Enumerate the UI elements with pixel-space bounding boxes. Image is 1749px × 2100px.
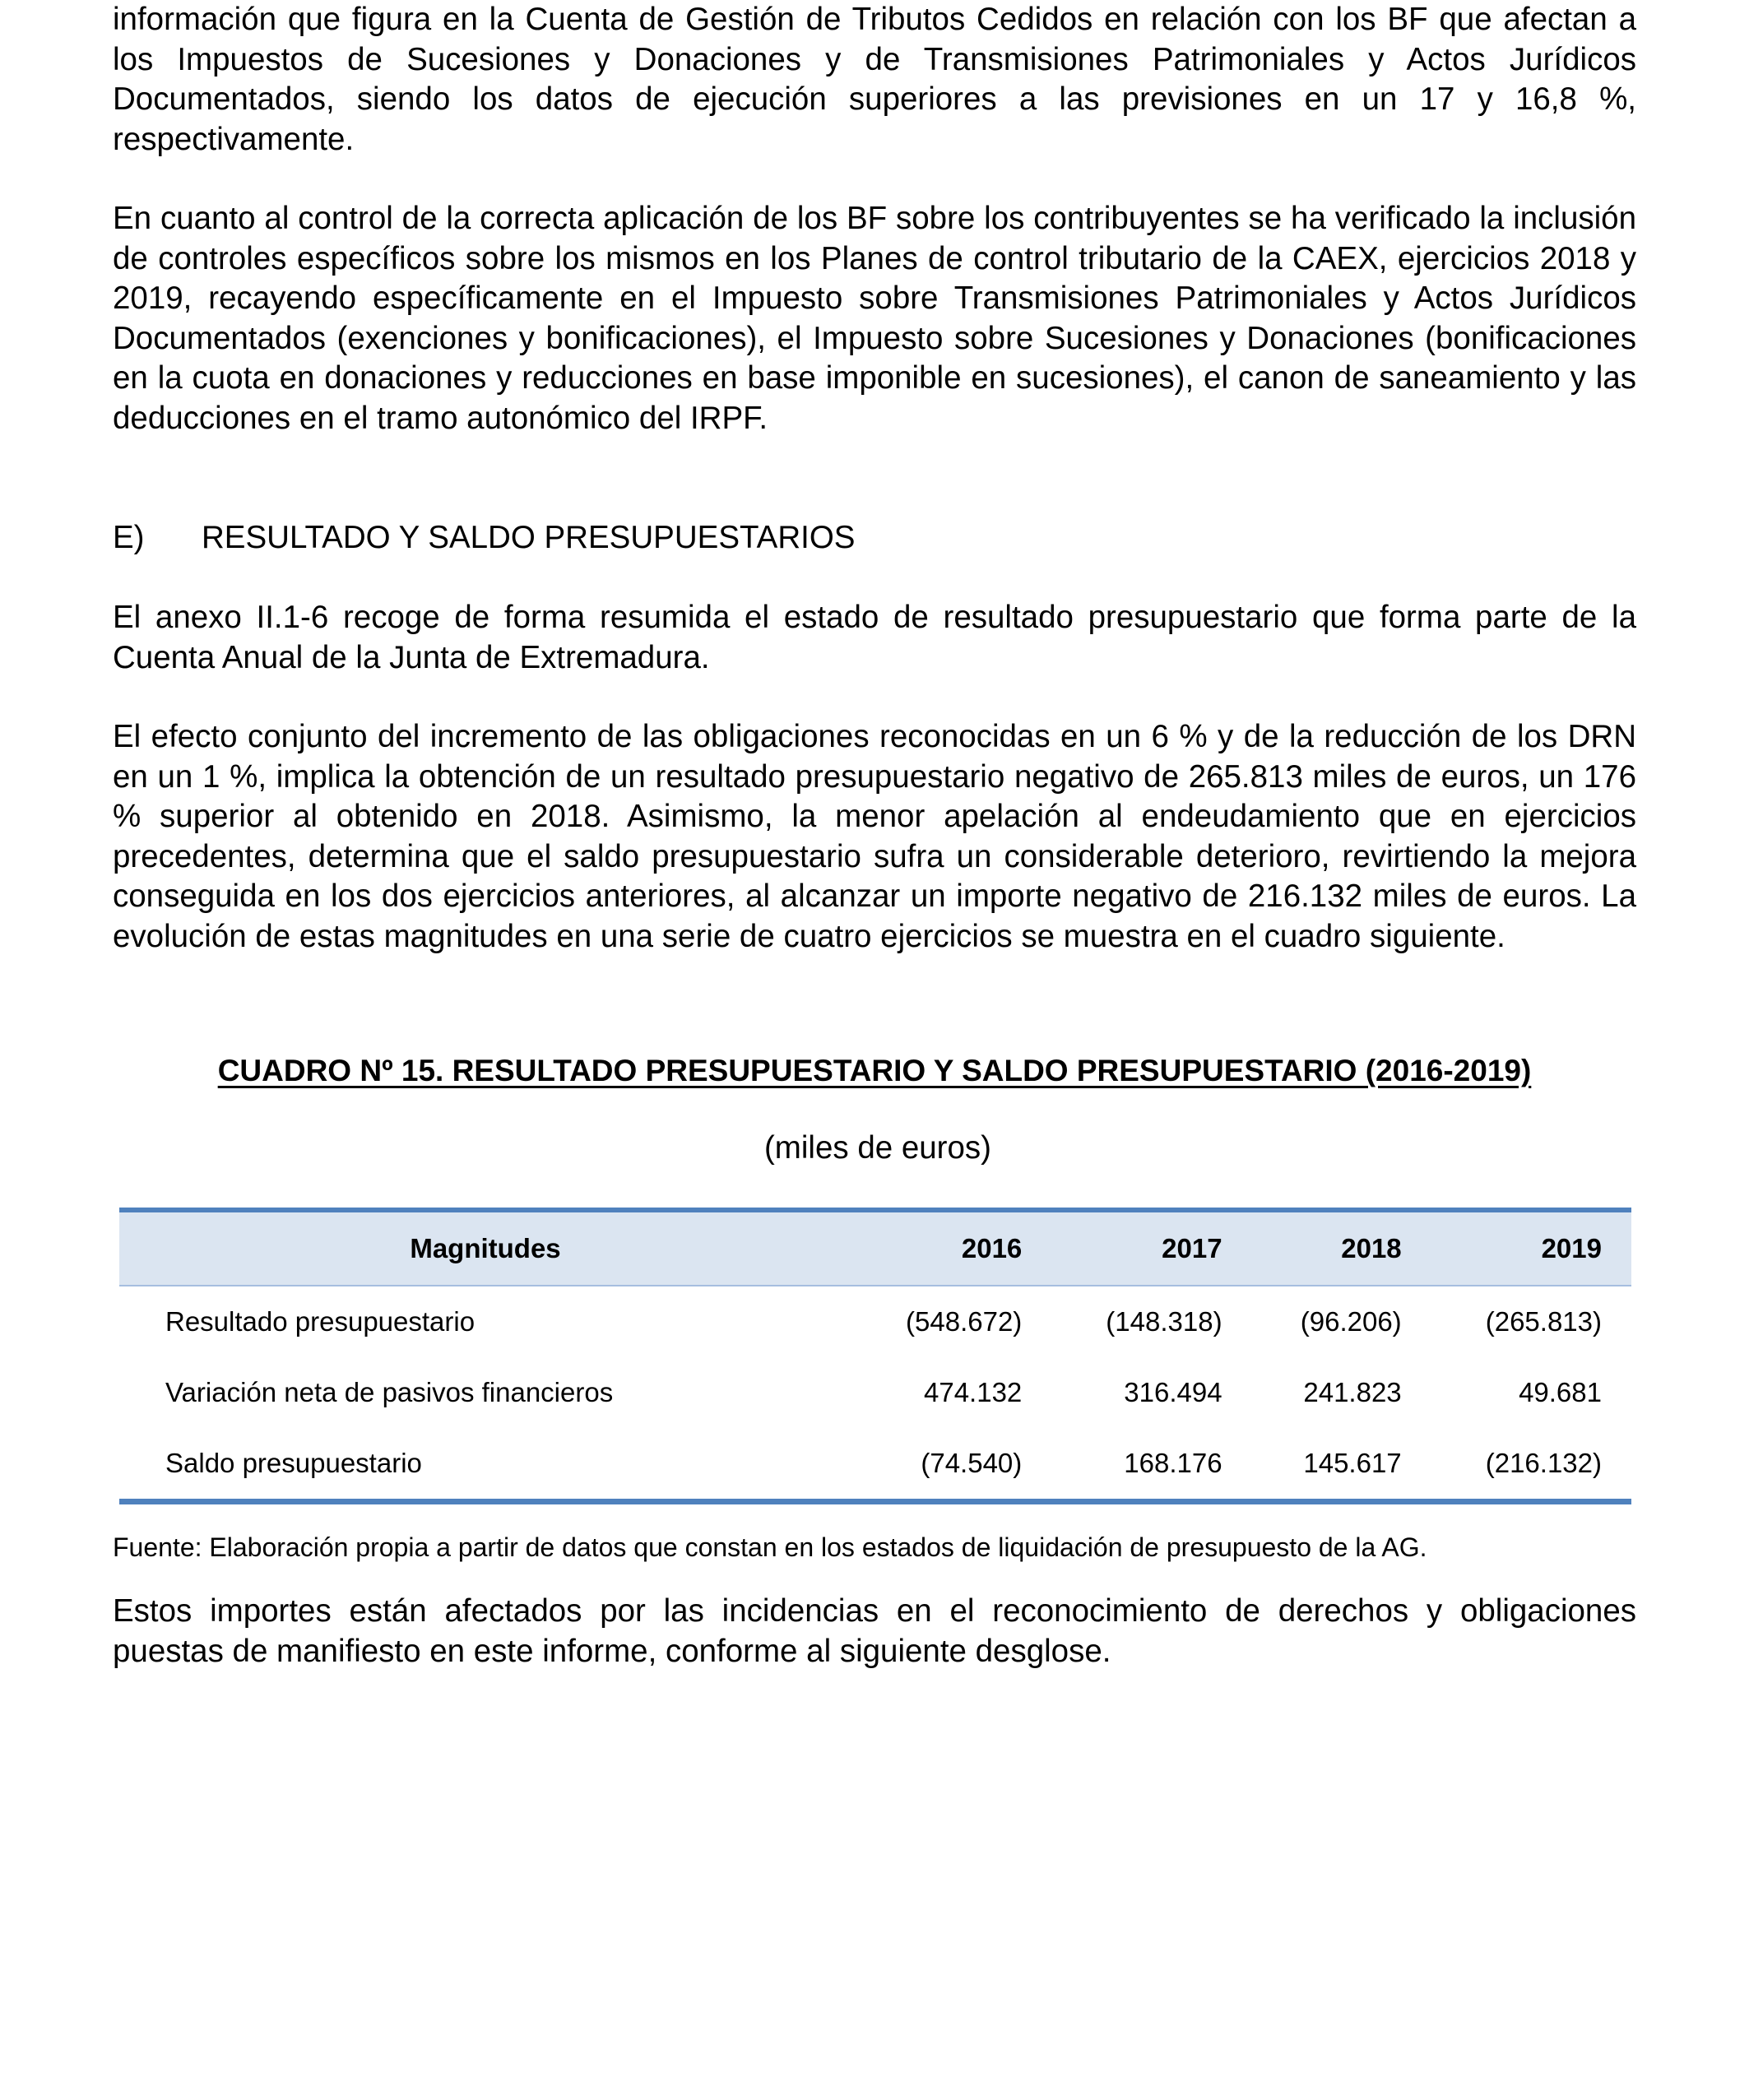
header-2016: 2016 <box>851 1210 1051 1286</box>
cell-value: 49.681 <box>1519 1377 1602 1407</box>
paragraph-text: El anexo II.1-6 recoge de forma resumida el estado de resultado presupuestario que forma parte de la Cuenta Anual de la Junta de Extremadura. <box>113 600 1636 675</box>
row-label: Variación neta de pasivos financieros <box>165 1377 614 1407</box>
cell-value: 316.494 <box>1124 1377 1222 1407</box>
cell-value: 168.176 <box>1051 1428 1251 1502</box>
section-title: RESULTADO Y SALDO PRESUPUESTARIOS <box>202 520 856 555</box>
paragraph-annex <box>113 598 1636 678</box>
cuadro-title <box>113 1054 1636 1088</box>
cell-value: 474.132 <box>923 1377 1023 1407</box>
header-magnitudes: Magnitudes <box>119 1210 851 1286</box>
table-row <box>119 1357 1631 1428</box>
table-header-row <box>119 1210 1631 1286</box>
cell-value: (216.132) <box>1431 1428 1631 1502</box>
table-caption: CUADRO Nº 15. RESULTADO PRESUPUESTARIO Y SALDO PRESUPUESTARIO (2016-2019) <box>217 1054 1532 1087</box>
header-2017: 2017 <box>1051 1210 1251 1286</box>
row-label: Resultado presupuestario <box>165 1306 476 1337</box>
source-note: Fuente: Elaboración propia a partir de datos que constan en los estados de liquidación de presupuesto de la AG. <box>113 1532 1427 1562</box>
paragraph-text: El efecto conjunto del incremento de las obligaciones reconocidas en un 6 % y de la reducción de los DRN en un 1 %, implica la obtención de un resultado presupuestario negativo de 265.813 miles de euros, un 176 % superior al obtenido en 2018. Asimismo, la menor apelación al endeudamiento que en ejercicios precedentes, determina que el saldo presupuestario sufra un considerable deterioro, revirtiendo la mejora conseguida en los dos ejercicios anteriores, al alcanzar un importe negativo de 216.132 miles de euros. La evolución de estas magnitudes en una serie de cuatro ejercicios se muestra en el cuadro siguiente. <box>113 719 1636 954</box>
paragraph-text: información que figura en la Cuenta de Gestión de Tributos Cedidos en relación con los BF que afectan a los Impuestos de Sucesiones y Donaciones y de Transmisiones Patrimoniales y Actos Jurídicos Documentados, siendo los datos de ejecución superiores a las previsiones en un 17 y 16,8 %, respectivamente. <box>113 2 1636 157</box>
header-2019: 2019 <box>1431 1210 1631 1286</box>
paragraph-bf-control <box>113 199 1636 439</box>
paragraph-text: Estos importes están afectados por las incidencias en el reconocimiento de derechos y obligaciones puestas de manifiesto en este informe, conforme al siguiente desglose. <box>113 1593 1636 1669</box>
cell-value: 241.823 <box>1303 1377 1402 1407</box>
table-row <box>119 1286 1631 1357</box>
table-row <box>119 1428 1631 1502</box>
cell-value: (96.206) <box>1300 1306 1402 1337</box>
header-2018: 2018 <box>1252 1210 1431 1286</box>
cell-value: (265.813) <box>1485 1306 1602 1337</box>
budget-result-table <box>119 1208 1631 1504</box>
cell-value: 145.617 <box>1252 1428 1431 1502</box>
paragraph-effect <box>113 717 1636 957</box>
table-units: (miles de euros) <box>763 1130 991 1166</box>
table-source <box>113 1532 1636 1563</box>
paragraph-bf-execution <box>113 0 1636 160</box>
paragraph-incidences <box>113 1592 1636 1671</box>
cell-value: (148.318) <box>1106 1306 1222 1337</box>
units-label <box>113 1130 1636 1166</box>
row-label: Saldo presupuestario <box>119 1428 851 1502</box>
section-letter: E) <box>113 520 145 555</box>
paragraph-text: En cuanto al control de la correcta aplicación de los BF sobre los contribuyentes se ha verificado la inclusión de controles específicos sobre los mismos en los Planes de control tributario de la CAEX, ejercicios 2018 y 2019, recayendo específicamente en el Impuesto sobre Transmisiones Patrimoniales y Actos Jurídicos Documentados (exenciones y bonificaciones), el Impuesto sobre Sucesiones y Donaciones (bonificaciones en la cuota en donaciones y reducciones en base imponible en sucesiones), el canon de saneamiento y las deducciones en el tramo autonómico del IRPF. <box>113 201 1636 436</box>
cell-value: (548.672) <box>906 1306 1023 1337</box>
section-heading <box>113 518 1636 559</box>
cell-value: (74.540) <box>851 1428 1051 1502</box>
